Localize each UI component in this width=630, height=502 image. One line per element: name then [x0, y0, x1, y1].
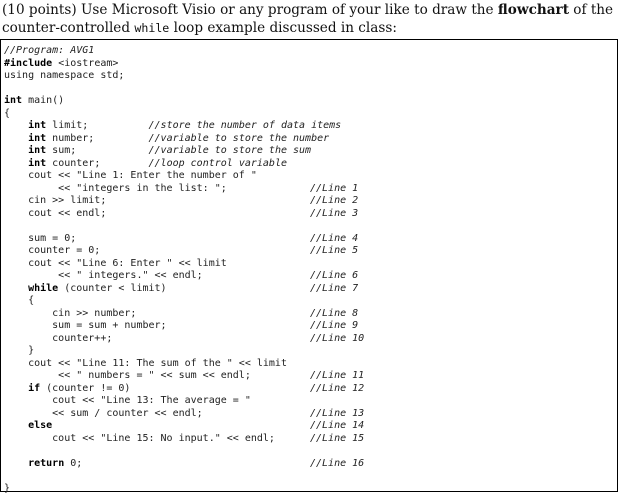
line-tag: //Line 1: [310, 182, 359, 194]
line-tag: //Line 15: [310, 432, 365, 444]
code-line: cout << "Line 11: The sum of the " << limit: [4, 357, 287, 369]
code-line: << " numbers = " << sum << endl;: [4, 370, 251, 381]
code-line: sum = 0;: [4, 232, 77, 244]
code-line: cout << "Line 15: No input." << endl;: [4, 432, 275, 444]
code-line: using namespace std;: [4, 70, 125, 81]
code-line: //Program: AVG1: [4, 45, 95, 56]
line-tag: //Line 14: [310, 420, 365, 431]
code-line: << sum / counter << endl;: [4, 407, 203, 419]
line-tag: //Line 16: [310, 457, 365, 469]
line-tag: //Line 4: [310, 232, 359, 244]
line-tag: //Line 12: [310, 382, 365, 394]
code-line: int limit; //store the number of data items: [28, 120, 342, 131]
code-line: else: [28, 420, 53, 431]
code-listing: [0, 39, 618, 492]
code-line: cout << "Line 6: Enter " << limit: [4, 257, 227, 269]
question-text: [2, 1, 626, 37]
question-middle: of the counter-controlled: [2, 2, 614, 36]
code-line: counter++;: [4, 332, 113, 344]
question-prefix: (10 points) Use Microsoft Visio or any program of your like to draw the: [2, 2, 498, 18]
code-line: << "integers in the list: ";: [4, 182, 227, 194]
line-tag: //Line 9: [310, 320, 359, 331]
code-line: cout << endl;: [4, 207, 107, 219]
code-line: cout << "Line 13: The average = ": [4, 395, 251, 406]
code-line: int main(): [4, 95, 65, 106]
code-line: if (counter != 0): [28, 382, 131, 394]
code-line: return 0;: [28, 457, 83, 469]
line-tag: //Line 5: [310, 245, 359, 256]
code-line: {: [4, 295, 35, 306]
code-line: int number; //variable to store the number: [28, 132, 330, 144]
code-line: #include <iostream>: [4, 57, 119, 69]
line-tag: //Line 8: [310, 307, 359, 319]
code-line: cin >> number;: [4, 307, 137, 319]
line-tag: //Line 7: [310, 282, 359, 294]
line-tag: //Line 3: [310, 207, 359, 219]
code-line: cin >> limit;: [4, 195, 107, 206]
code-line: }: [4, 482, 11, 494]
question-bold-word: flowchart: [497, 2, 569, 18]
line-tag: //Line 6: [310, 270, 359, 281]
code-line: sum = sum + number;: [4, 320, 167, 331]
code-line: {: [4, 107, 11, 119]
code-line: }: [4, 345, 35, 356]
line-tag: //Line 10: [310, 332, 365, 344]
code-line: cout << "Line 1: Enter the number of ": [4, 170, 257, 181]
line-tag: //Line 2: [310, 195, 359, 206]
code-line: int counter; //loop control variable: [28, 157, 287, 169]
line-tag: //Line 11: [310, 370, 365, 381]
code-line: while (counter < limit): [28, 282, 167, 294]
line-tag: //Line 13: [310, 407, 365, 419]
question-suffix: loop example discussed in class:: [169, 20, 397, 36]
question-code-word: while: [134, 21, 170, 35]
code-line: << " integers." << endl;: [4, 270, 203, 281]
code-line: counter = 0;: [4, 245, 101, 256]
code-line: int sum; //variable to store the sum: [28, 145, 312, 156]
